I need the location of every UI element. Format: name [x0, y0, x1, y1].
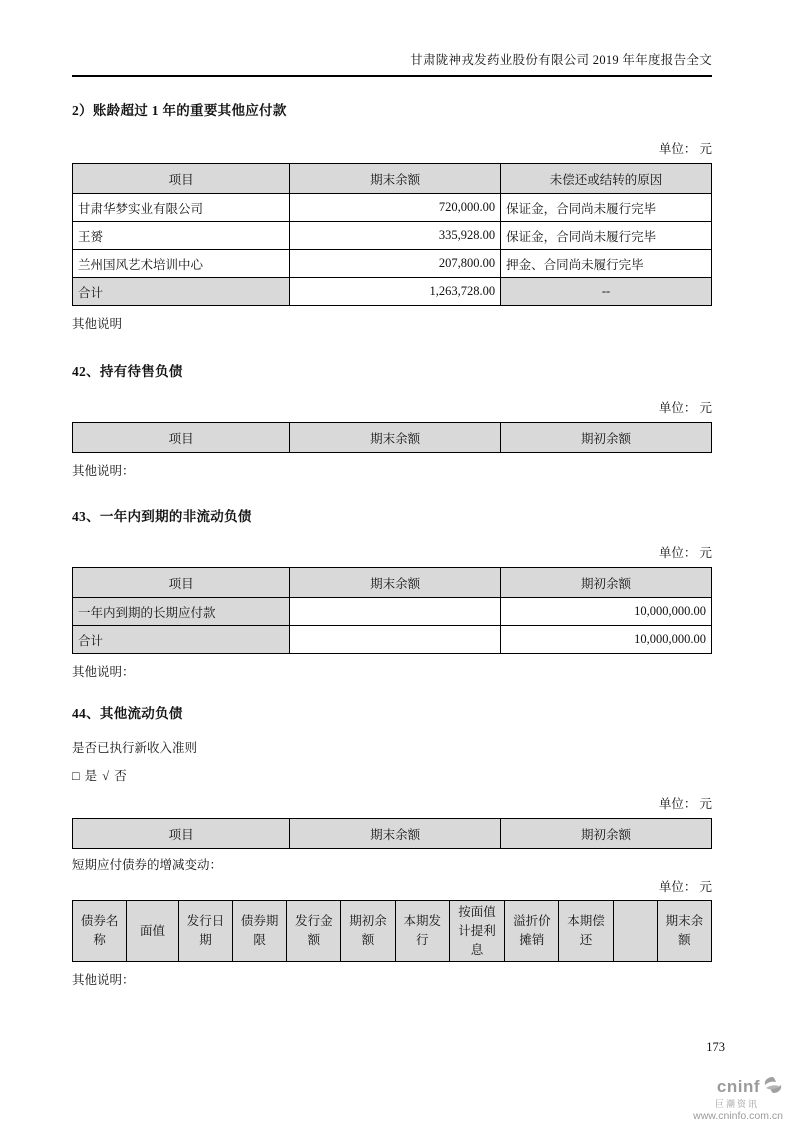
column-header: 项目	[73, 423, 290, 453]
table-header-row	[73, 901, 712, 962]
column-header: 按面值计提利息	[449, 901, 504, 962]
column-header: 期末余额	[290, 423, 501, 453]
new-revenue-standard-question: 是否已执行新收入准则	[72, 741, 198, 755]
heading-other-current-liabilities: 44、其他流动负债	[72, 706, 183, 721]
table-header-row	[73, 568, 712, 598]
column-header: 期初余额	[341, 901, 395, 962]
heading-held-for-sale-liabilities: 42、持有待售负债	[72, 364, 183, 379]
cninfo-swirl-icon	[763, 1076, 783, 1099]
other-notes-line: 其他说明：	[72, 464, 135, 478]
noncurrent-liabilities-due-table	[72, 567, 712, 654]
column-header: 期末余额	[290, 568, 501, 598]
opening-balance-cell: 10,000,000.00	[501, 598, 712, 626]
table-header-row	[73, 423, 712, 453]
column-header: 期初余额	[501, 568, 712, 598]
held-for-sale-liabilities-table	[72, 422, 712, 453]
reason-cell: 保证金，合同尚未履行完毕	[501, 222, 712, 250]
column-header: 期末余额	[290, 164, 501, 194]
cninfo-chinese-name: 巨潮资讯	[714, 1098, 759, 1109]
reason-cell: 保证金，合同尚未履行完毕	[501, 194, 712, 222]
table-row	[73, 222, 712, 250]
other-current-liabilities-table	[72, 818, 712, 849]
amount-cell: 720,000.00	[290, 194, 501, 222]
other-notes-line: 其他说明：	[72, 665, 135, 679]
column-header: 债券期限	[233, 901, 287, 962]
column-header: 本期偿还	[559, 901, 613, 962]
column-header: 未偿还或结转的原因	[501, 164, 712, 194]
other-notes-line: 其他说明：	[72, 973, 135, 988]
column-header: 项目	[73, 164, 290, 194]
item-cell: 甘肃华梦实业有限公司	[73, 194, 290, 222]
table-row	[73, 598, 712, 626]
heading-noncurrent-liabilities-due: 43、一年内到期的非流动负债	[72, 509, 252, 524]
other-notes-line: 其他说明	[72, 317, 123, 331]
item-cell: 一年内到期的长期应付款	[73, 598, 290, 626]
cninfo-brand-text: cninf	[716, 1076, 760, 1096]
column-header: 溢折价摊销	[505, 901, 559, 962]
total-reason-cell: --	[501, 278, 712, 306]
column-header: 期末余额	[290, 819, 501, 849]
reason-cell: 押金、合同尚未履行完毕	[501, 250, 712, 278]
item-cell: 王赟	[73, 222, 290, 250]
opening-balance-cell: 10,000,000.00	[501, 626, 712, 654]
column-header-empty	[613, 901, 657, 962]
unit-label: 单位： 元	[658, 142, 712, 156]
closing-balance-cell	[290, 626, 501, 654]
table-total-row	[73, 278, 712, 306]
unit-label: 单位： 元	[658, 880, 712, 894]
column-header: 项目	[73, 568, 290, 598]
table-row	[73, 250, 712, 278]
column-header: 发行日期	[178, 901, 232, 962]
column-header: 期初余额	[501, 819, 712, 849]
unit-label: 单位： 元	[658, 546, 712, 560]
table-header-row	[73, 819, 712, 849]
short-term-bonds-table	[72, 900, 712, 962]
document-header	[72, 0, 712, 77]
total-label-cell: 合计	[73, 278, 290, 306]
amount-cell: 207,800.00	[290, 250, 501, 278]
column-header: 发行金额	[287, 901, 341, 962]
table-row	[73, 194, 712, 222]
total-label-cell: 合计	[73, 626, 290, 654]
short-term-bonds-caption: 短期应付债券的增减变动：	[72, 858, 223, 872]
column-header: 面值	[127, 901, 179, 962]
cninfo-logo	[693, 1076, 783, 1122]
column-header: 期初余额	[501, 423, 712, 453]
yes-no-choice: □ 是 √ 否	[72, 769, 128, 783]
cninfo-url: www.cninfo.com.cn	[693, 1110, 783, 1122]
unit-label: 单位： 元	[658, 797, 712, 811]
document-title: 甘肃陇神戎发药业股份有限公司 2019 年年度报告全文	[410, 53, 712, 67]
total-amount-cell: 1,263,728.00	[290, 278, 501, 306]
table-total-row	[73, 626, 712, 654]
item-cell: 兰州国风艺术培训中心	[73, 250, 290, 278]
table-header-row	[73, 164, 712, 194]
aged-other-payables-table	[72, 163, 712, 306]
column-header: 本期发行	[395, 901, 449, 962]
column-header: 债券名称	[73, 901, 127, 962]
closing-balance-cell	[290, 598, 501, 626]
column-header: 项目	[73, 819, 290, 849]
unit-label: 单位： 元	[658, 401, 712, 415]
column-header: 期末余额	[657, 901, 711, 962]
heading-aged-other-payables: 2）账龄超过 1 年的重要其他应付款	[72, 103, 287, 118]
amount-cell: 335,928.00	[290, 222, 501, 250]
page-number: 173	[706, 1040, 725, 1054]
